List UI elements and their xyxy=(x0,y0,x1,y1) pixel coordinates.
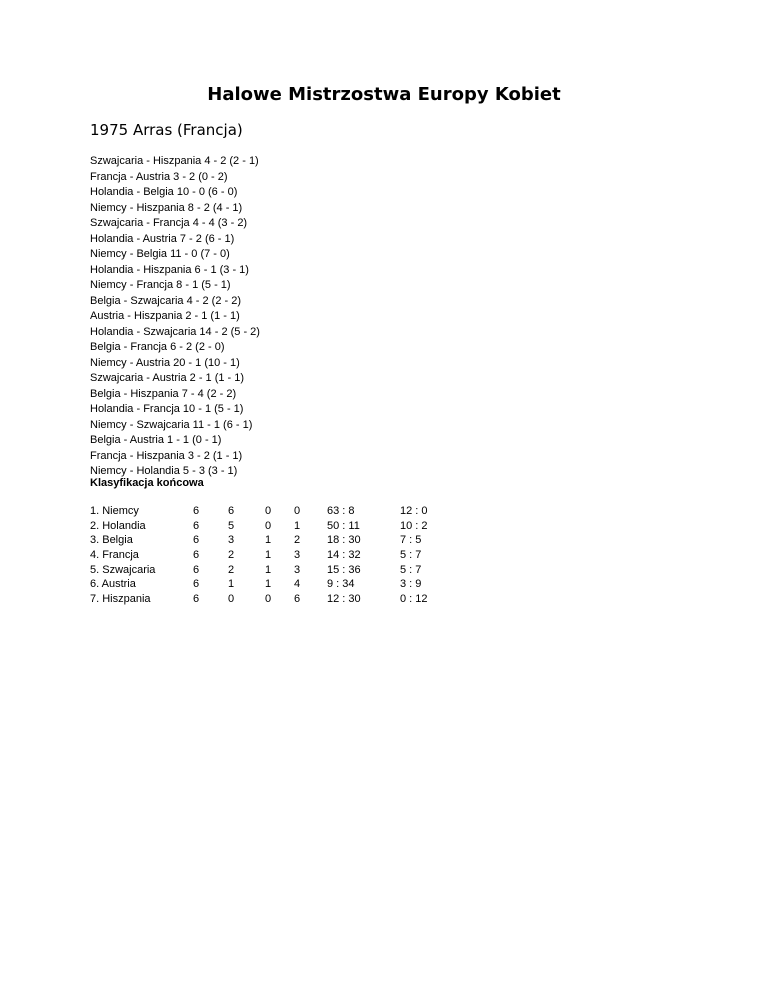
match-result: Belgia - Francja 6 - 2 (2 - 0) xyxy=(90,341,225,353)
wins: 1 xyxy=(228,578,235,591)
page-title: Halowe Mistrzostwa Europy Kobiet xyxy=(207,84,561,105)
team-name: 4. Francja xyxy=(90,549,139,562)
losses: 0 xyxy=(294,505,301,517)
match-result: Holandia - Francja 10 - 1 (5 - 1) xyxy=(90,403,244,415)
wins: 0 xyxy=(228,593,235,606)
matches-played: 6 xyxy=(193,534,200,547)
match-result: Niemcy - Belgia 11 - 0 (7 - 0) xyxy=(90,248,230,260)
team-name: 2. Holandia xyxy=(90,519,146,532)
draws: 1 xyxy=(265,563,272,576)
goals: 18 : 30 xyxy=(327,534,361,547)
match-result: Holandia - Austria 7 - 2 (6 - 1) xyxy=(90,232,235,245)
draws: 1 xyxy=(265,549,272,562)
match-result: Niemcy - Szwajcaria 11 - 1 (6 - 1) xyxy=(90,418,253,431)
points: 5 : 7 xyxy=(400,549,422,562)
match-result: Holandia - Belgia 10 - 0 (6 - 0) xyxy=(90,186,238,198)
matches-played: 6 xyxy=(193,505,200,517)
match-result: Belgia - Szwajcaria 4 - 2 (2 - 2) xyxy=(90,294,241,307)
losses: 2 xyxy=(294,534,301,547)
tournament-subtitle: 1975 Arras (Francja) xyxy=(90,121,243,139)
goals: 63 : 8 xyxy=(327,505,355,517)
match-result: Francja - Austria 3 - 2 (0 - 2) xyxy=(90,170,228,183)
match-result: Niemcy - Francja 8 - 1 (5 - 1) xyxy=(90,279,231,291)
match-result: Szwajcaria - Francja 4 - 4 (3 - 2) xyxy=(90,217,248,229)
losses: 1 xyxy=(294,519,301,532)
team-name: 3. Belgia xyxy=(90,534,133,547)
match-result: Belgia - Hiszpania 7 - 4 (2 - 2) xyxy=(90,387,237,400)
points: 10 : 2 xyxy=(400,519,428,532)
goals: 14 : 32 xyxy=(327,549,361,562)
points: 7 : 5 xyxy=(400,534,422,547)
points: 5 : 7 xyxy=(400,563,422,576)
wins: 3 xyxy=(228,534,235,547)
draws: 0 xyxy=(265,593,272,606)
wins: 6 xyxy=(228,505,235,517)
goals: 9 : 34 xyxy=(327,578,355,591)
match-result: Niemcy - Hiszpania 8 - 2 (4 - 1) xyxy=(90,201,243,214)
losses: 3 xyxy=(294,549,301,562)
draws: 0 xyxy=(265,505,272,517)
points: 0 : 12 xyxy=(400,593,428,606)
match-result: Niemcy - Holandia 5 - 3 (3 - 1) xyxy=(90,465,238,477)
wins: 2 xyxy=(228,563,235,576)
matches-played: 6 xyxy=(193,593,200,606)
goals: 15 : 36 xyxy=(327,563,361,576)
goals: 12 : 30 xyxy=(327,593,361,606)
team-name: 5. Szwajcaria xyxy=(90,563,156,576)
standings-title: Klasyfikacja końcowa xyxy=(90,477,204,489)
matches-played: 6 xyxy=(193,578,200,591)
match-results-list xyxy=(90,154,260,480)
match-result: Szwajcaria - Hiszpania 4 - 2 (2 - 1) xyxy=(90,155,259,167)
match-result: Francja - Hiszpania 3 - 2 (1 - 1) xyxy=(90,449,243,462)
goals: 50 : 11 xyxy=(327,519,360,532)
match-result: Holandia - Hiszpania 6 - 1 (3 - 1) xyxy=(90,263,249,276)
draws: 1 xyxy=(265,534,272,547)
losses: 3 xyxy=(294,563,301,576)
team-name: 1. Niemcy xyxy=(90,505,139,517)
matches-played: 6 xyxy=(193,563,200,576)
points: 3 : 9 xyxy=(400,578,422,591)
wins: 5 xyxy=(228,519,235,532)
team-name: 6. Austria xyxy=(90,578,136,591)
matches-played: 6 xyxy=(193,549,200,562)
losses: 4 xyxy=(294,578,301,591)
points: 12 : 0 xyxy=(400,505,428,517)
matches-played: 6 xyxy=(193,519,200,532)
match-result: Belgia - Austria 1 - 1 (0 - 1) xyxy=(90,434,222,446)
match-result: Szwajcaria - Austria 2 - 1 (1 - 1) xyxy=(90,372,245,384)
wins: 2 xyxy=(228,549,235,562)
team-name: 7. Hiszpania xyxy=(90,593,151,606)
draws: 1 xyxy=(265,578,272,591)
draws: 0 xyxy=(265,519,272,532)
match-result: Holandia - Szwajcaria 14 - 2 (5 - 2) xyxy=(90,325,260,338)
losses: 6 xyxy=(294,593,301,606)
match-result: Niemcy - Austria 20 - 1 (10 - 1) xyxy=(90,356,240,369)
match-result: Austria - Hiszpania 2 - 1 (1 - 1) xyxy=(90,310,240,322)
